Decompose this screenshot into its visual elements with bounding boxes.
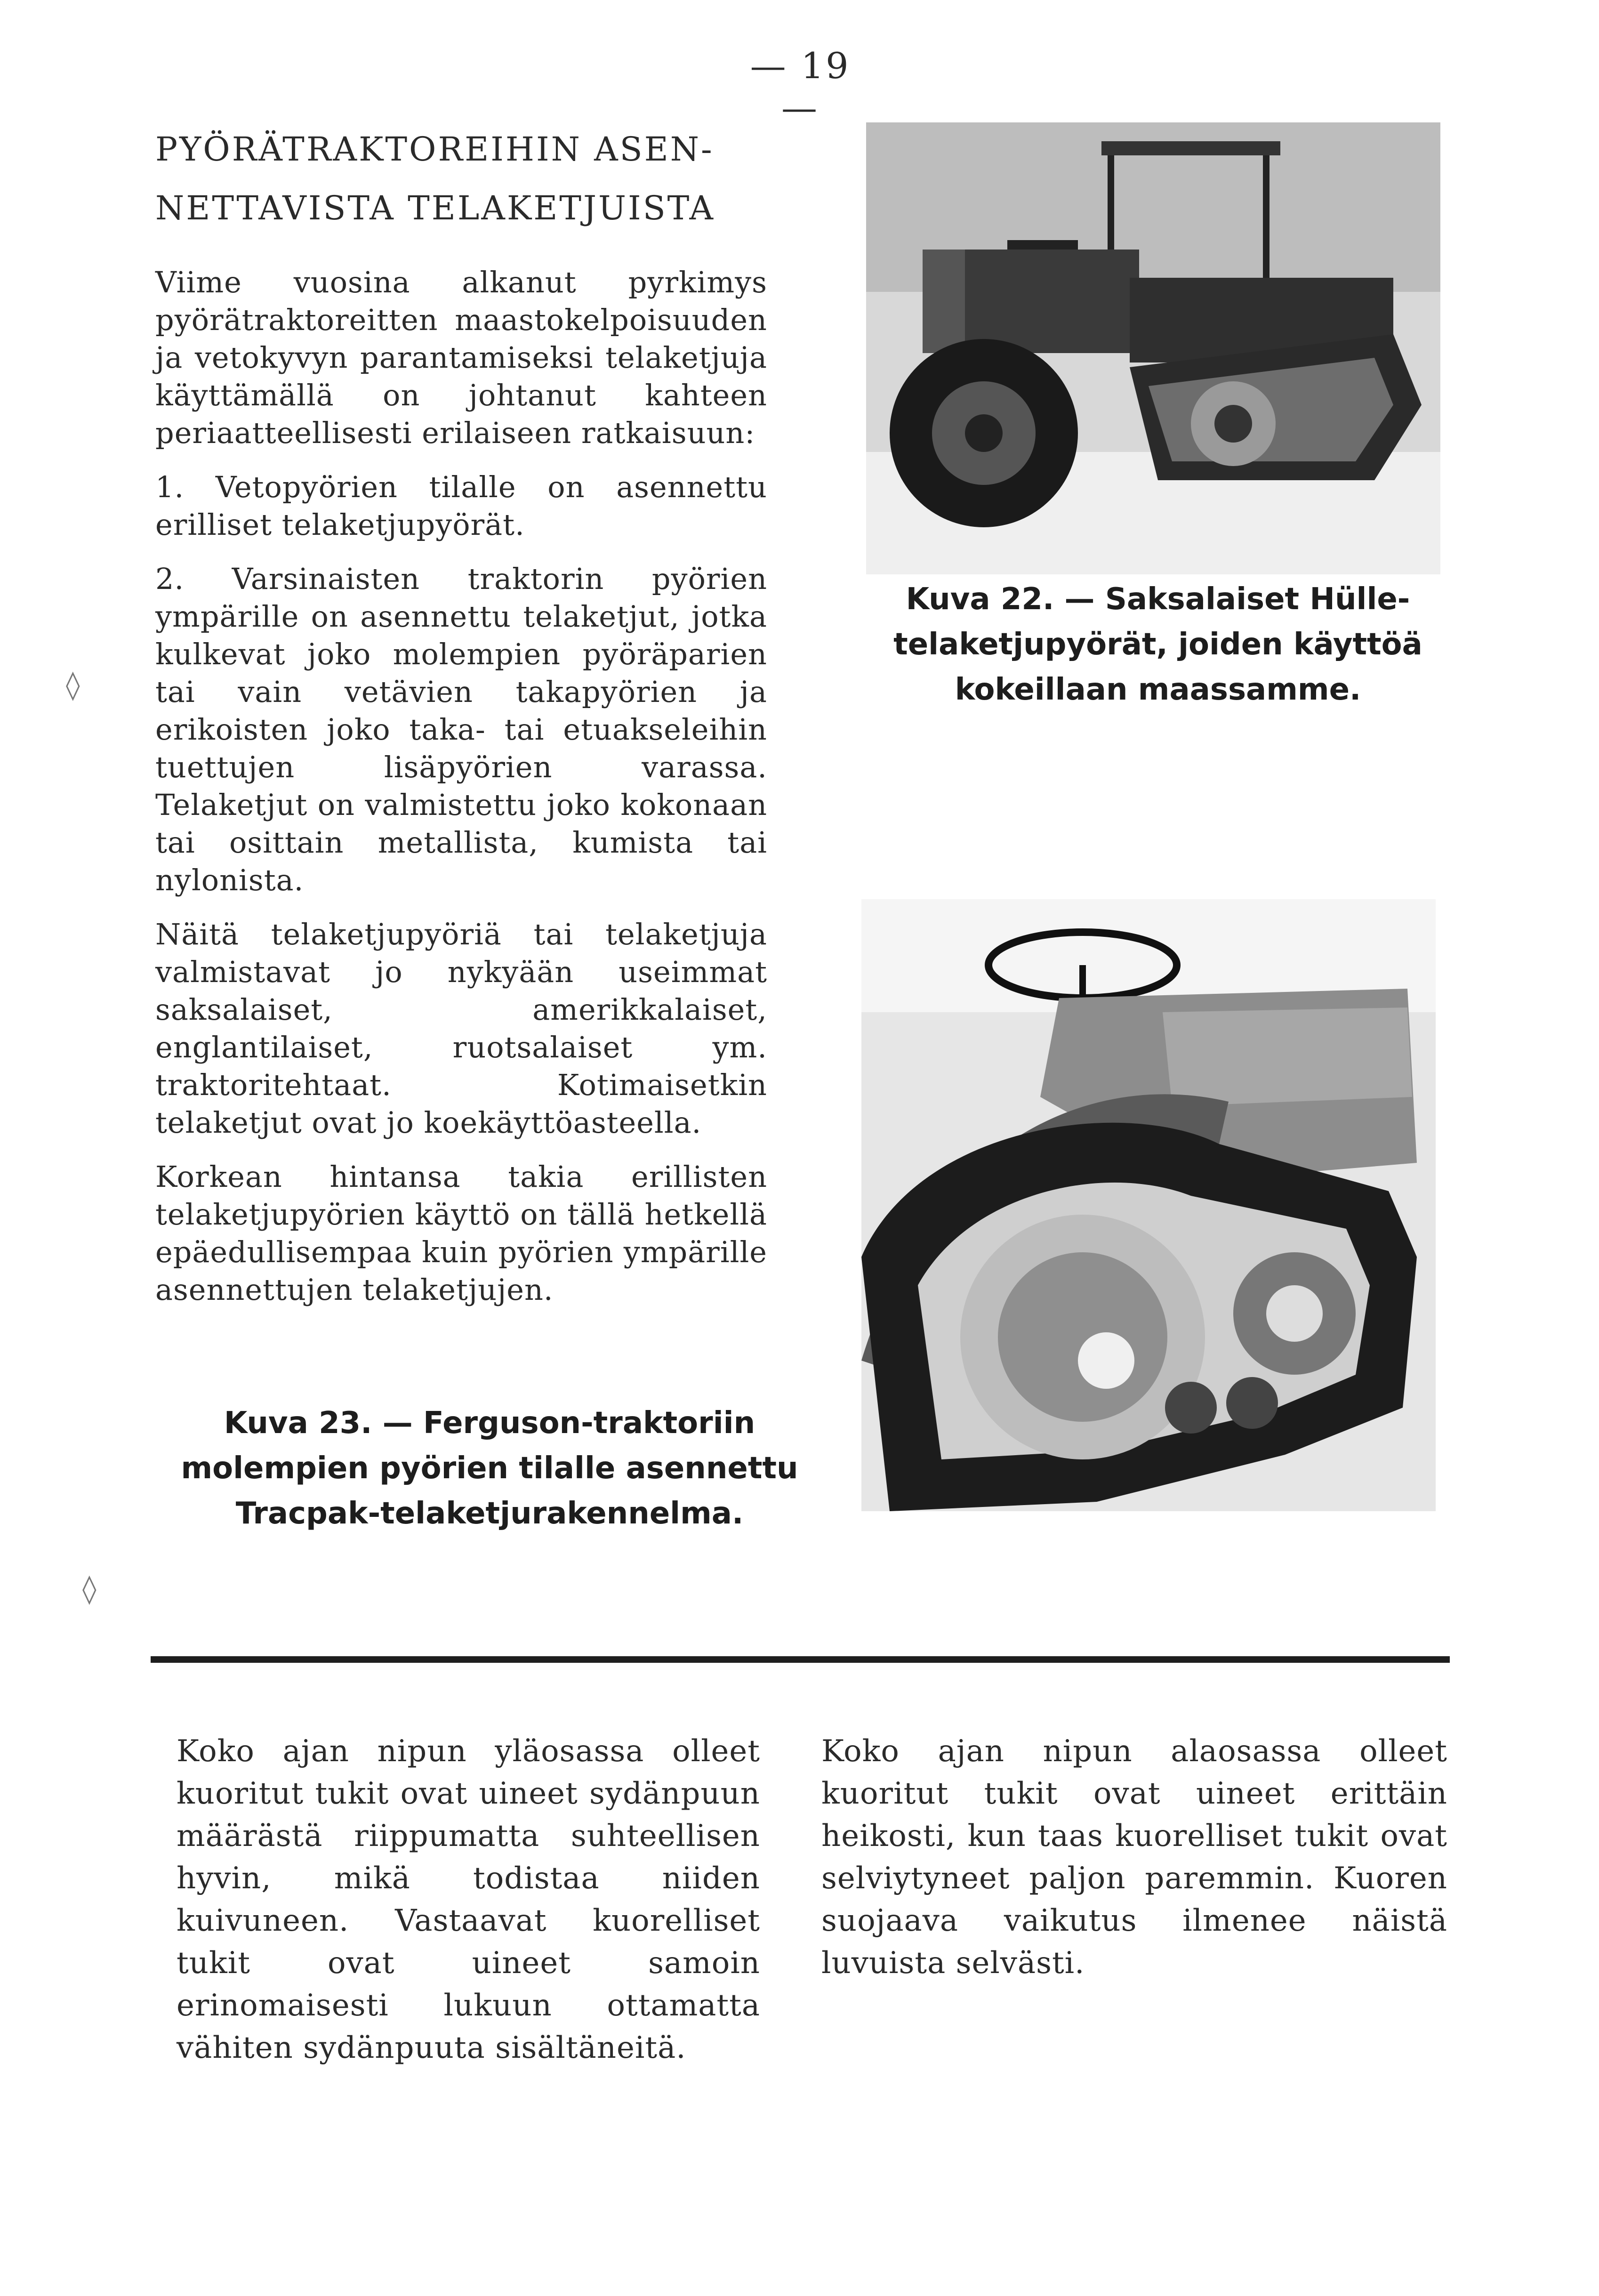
article-body xyxy=(155,264,767,1325)
section-divider xyxy=(151,1656,1450,1663)
figure-22-photo xyxy=(866,122,1440,574)
article-paragraph: Näitä telaketjupyöriä tai telaketjuja valmistavat jo nykyään useimmat saksalaiset, amerikkalaiset, englantilaiset, ruotsalaiset ym. traktoritehtaat. Kotimaisetkin telaketjut ovat jo koekäyttöasteella. xyxy=(155,917,767,1140)
margin-mark-icon: ◊ xyxy=(82,1572,96,1605)
article-title: PYÖRÄTRAKTOREIHIN ASEN- NETTAVISTA TELAKETJUISTA xyxy=(155,130,715,227)
article-paragraph: 1. Vetopyörien tilalle on asennettu erilliset telaketjupyörät. xyxy=(155,470,767,542)
article-paragraph: Korkean hintansa takia erillisten telaketjupyörien käyttö on tällä hetkellä epäedullisempaa kuin pyörien ympärille asennettujen telaketjujen. xyxy=(155,1160,767,1307)
figure-23-caption: Kuva 23. — Ferguson-traktoriin molempien pyörien tilalle asennettu Tracpak-telaketjurakennelma. xyxy=(181,1406,798,1531)
margin-mark-icon: ◊ xyxy=(66,669,80,701)
lower-right-column: Koko ajan nipun alaosassa olleet kuoritut tukit ovat uineet erittäin heikosti, kun taas kuorelliset tukit ovat selviytyneet paljon paremmin. Kuoren suojaava vaikutus ilmenee näistä luvuista selvästi. xyxy=(821,1734,1447,1981)
article-paragraph: 2. Varsinaisten traktorin pyörien ympärille on asennettu telaketjut, jotka kulkevat joko molempien pyöräparien tai vain vetävien takapyörien ja erikoisten joko taka- tai etuakseleihin tuettujen lisäpyörien varassa. Telaketjut on valmistettu joko kokonaan tai osittain metallista, kumista tai nylonista. xyxy=(155,562,767,897)
page-number: — 19 — xyxy=(750,45,851,129)
article-paragraph: Viime vuosina alkanut pyrkimys pyörätraktoreitten maastokelpoisuuden ja vetokyvyn parantamiseksi telaketjuja käyttämällä on johtanut kahteen periaatteellisesti erilaiseen ratkaisuun: xyxy=(155,265,767,450)
figure-23-photo xyxy=(861,899,1436,1511)
lower-left-column: Koko ajan nipun yläosassa olleet kuoritut tukit ovat uineet sydänpuun määrästä riippumatta suhteellisen hyvin, mikä todistaa niiden kuivuneen. Vastaavat kuorelliset tukit ovat uineet samoin erinomaisesti lukuun ottamatta vähiten sydänpuuta sisältäneitä. xyxy=(177,1734,760,2065)
figure-22-caption: Kuva 22. — Saksalaiset Hülle-telaketjupyörät, joiden käyttöä kokeillaan maassamme. xyxy=(893,582,1422,707)
